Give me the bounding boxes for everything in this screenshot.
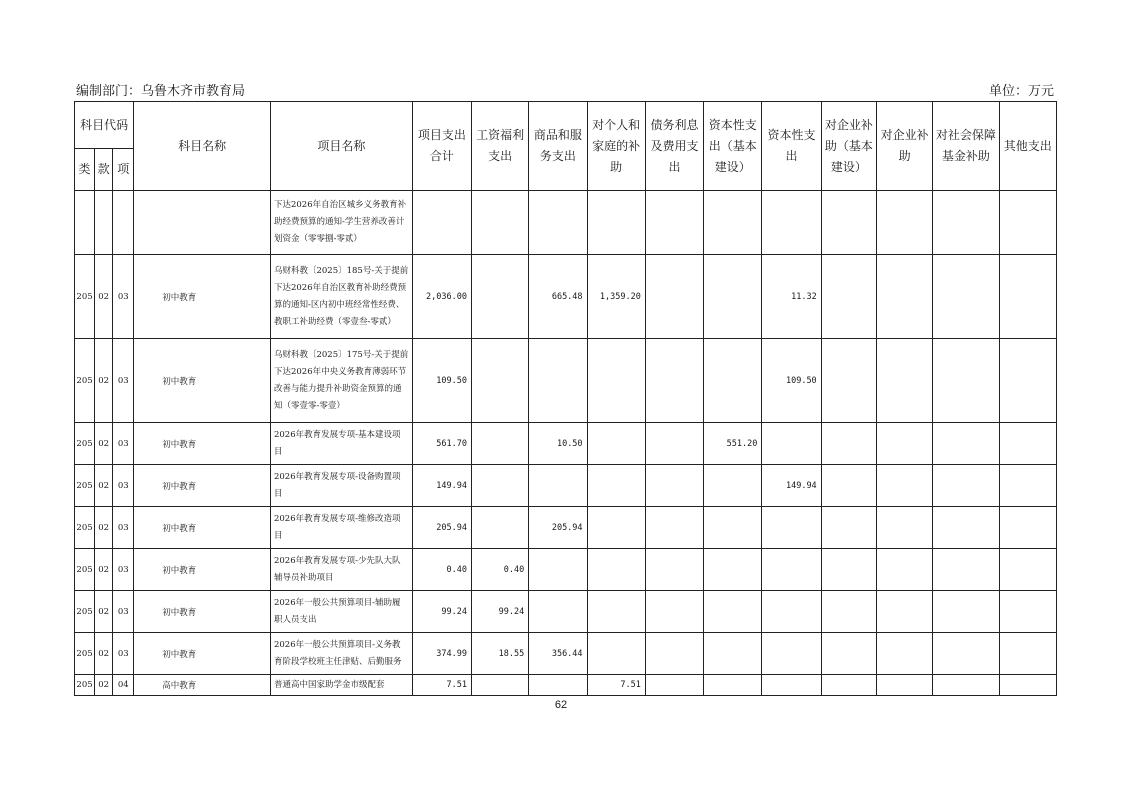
cell-goods: 356.44 <box>529 633 587 675</box>
cell-wages: 18.55 <box>471 633 528 675</box>
cell-capital-basic <box>704 549 762 591</box>
table-row <box>75 507 1057 549</box>
cell-goods: 10.50 <box>529 423 587 465</box>
cell-other <box>999 191 1056 255</box>
cell-enterprise <box>876 339 932 423</box>
cell-debt <box>645 507 703 549</box>
col-header-capital-basic: 资本性支出（基本建设） <box>704 102 762 191</box>
cell-project-name: 2026年教育发展专项-设备购置项目 <box>270 465 412 507</box>
cell-total <box>412 191 471 255</box>
cell-subject-name: 初中教育 <box>134 507 271 549</box>
cell-lei <box>75 191 95 255</box>
cell-enterprise <box>876 255 932 339</box>
cell-capital-basic <box>704 339 762 423</box>
cell-goods <box>529 591 587 633</box>
cell-enterprise-basic <box>821 423 876 465</box>
cell-personal <box>587 191 645 255</box>
cell-xiang: 03 <box>113 255 134 339</box>
cell-social <box>933 339 999 423</box>
cell-debt <box>645 465 703 507</box>
table-row <box>75 675 1057 696</box>
cell-total: 7.51 <box>412 675 471 696</box>
cell-total: 2,036.00 <box>412 255 471 339</box>
cell-other <box>999 507 1056 549</box>
cell-wages <box>471 507 528 549</box>
cell-enterprise-basic <box>821 675 876 696</box>
cell-lei: 205 <box>75 339 95 423</box>
cell-social <box>933 675 999 696</box>
cell-enterprise-basic <box>821 549 876 591</box>
cell-capital <box>762 549 821 591</box>
table-row <box>75 423 1057 465</box>
cell-xiang: 03 <box>113 339 134 423</box>
col-header-wages: 工资福利支出 <box>471 102 528 191</box>
cell-capital-basic: 551.20 <box>704 423 762 465</box>
budget-table <box>74 101 1057 696</box>
cell-subject-name: 初中教育 <box>134 339 271 423</box>
cell-enterprise-basic <box>821 255 876 339</box>
cell-other <box>999 549 1056 591</box>
cell-wages <box>471 191 528 255</box>
cell-capital: 149.94 <box>762 465 821 507</box>
cell-wages: 0.40 <box>471 549 528 591</box>
cell-xiang: 03 <box>113 465 134 507</box>
cell-subject-name: 初中教育 <box>134 255 271 339</box>
cell-subject-name: 初中教育 <box>134 465 271 507</box>
cell-personal <box>587 423 645 465</box>
cell-kuan: 02 <box>95 465 113 507</box>
cell-lei: 205 <box>75 633 95 675</box>
cell-total: 0.40 <box>412 549 471 591</box>
cell-wages <box>471 423 528 465</box>
cell-lei: 205 <box>75 465 95 507</box>
col-header-kuan: 款 <box>95 149 113 191</box>
cell-kuan: 02 <box>95 633 113 675</box>
cell-other <box>999 633 1056 675</box>
cell-capital: 11.32 <box>762 255 821 339</box>
cell-capital-basic <box>704 633 762 675</box>
cell-capital: 109.50 <box>762 339 821 423</box>
cell-capital-basic <box>704 465 762 507</box>
currency-unit: 单位：万元 <box>988 84 1054 99</box>
cell-enterprise <box>876 423 932 465</box>
cell-social <box>933 191 999 255</box>
cell-xiang: 03 <box>113 549 134 591</box>
cell-kuan: 02 <box>95 339 113 423</box>
cell-enterprise <box>876 191 932 255</box>
cell-lei: 205 <box>75 675 95 696</box>
cell-project-name: 2026年教育发展专项-维修改造项目 <box>270 507 412 549</box>
cell-social <box>933 507 999 549</box>
cell-capital-basic <box>704 255 762 339</box>
cell-kuan <box>95 191 113 255</box>
cell-debt <box>645 591 703 633</box>
cell-personal <box>587 549 645 591</box>
cell-goods: 665.48 <box>529 255 587 339</box>
cell-social <box>933 549 999 591</box>
cell-project-name: 乌财科教〔2025〕185号-关于提前下达2026年自治区教育补助经费预算的通知-区内初中班经常性经费、教职工补助经费（零壹叁-零贰） <box>270 255 412 339</box>
cell-subject-name: 初中教育 <box>134 549 271 591</box>
col-header-xiang: 项 <box>113 149 134 191</box>
cell-lei: 205 <box>75 423 95 465</box>
cell-enterprise <box>876 549 932 591</box>
cell-project-name: 下达2026年自治区城乡义务教育补助经费预算的通知-学生营养改善计划资金（零零捌-零贰） <box>270 191 412 255</box>
cell-total: 374.99 <box>412 633 471 675</box>
cell-kuan: 02 <box>95 591 113 633</box>
cell-xiang: 03 <box>113 633 134 675</box>
cell-subject-name: 高中教育 <box>134 675 271 696</box>
col-header-subject-name: 科目名称 <box>134 102 271 191</box>
cell-debt <box>645 549 703 591</box>
cell-capital <box>762 507 821 549</box>
cell-total: 149.94 <box>412 465 471 507</box>
cell-social <box>933 633 999 675</box>
cell-debt <box>645 255 703 339</box>
cell-other <box>999 591 1056 633</box>
cell-capital-basic <box>704 191 762 255</box>
cell-debt <box>645 633 703 675</box>
cell-enterprise-basic <box>821 465 876 507</box>
cell-project-name: 2026年教育发展专项-少先队大队辅导员补助项目 <box>270 549 412 591</box>
cell-kuan: 02 <box>95 507 113 549</box>
cell-project-name: 2026年教育发展专项-基本建设项目 <box>270 423 412 465</box>
cell-wages <box>471 675 528 696</box>
col-header-goods: 商品和服务支出 <box>529 102 587 191</box>
cell-project-name: 普通高中国家助学金市级配套 <box>270 675 412 696</box>
cell-subject-name <box>134 191 271 255</box>
cell-xiang: 04 <box>113 675 134 696</box>
col-header-other: 其他支出 <box>999 102 1056 191</box>
cell-wages <box>471 465 528 507</box>
cell-enterprise-basic <box>821 633 876 675</box>
cell-capital-basic <box>704 507 762 549</box>
cell-enterprise <box>876 591 932 633</box>
cell-personal <box>587 507 645 549</box>
cell-total: 109.50 <box>412 339 471 423</box>
col-header-lei: 类 <box>75 149 95 191</box>
cell-other <box>999 675 1056 696</box>
page-number: 62 <box>554 699 568 711</box>
cell-enterprise-basic <box>821 591 876 633</box>
cell-capital <box>762 191 821 255</box>
cell-goods <box>529 675 587 696</box>
col-header-total: 项目支出合计 <box>412 102 471 191</box>
cell-enterprise <box>876 507 932 549</box>
col-header-capital: 资本性支出 <box>762 102 821 191</box>
cell-total: 205.94 <box>412 507 471 549</box>
cell-goods: 205.94 <box>529 507 587 549</box>
col-header-project-name: 项目名称 <box>270 102 412 191</box>
table-row <box>75 339 1057 423</box>
table-row <box>75 255 1057 339</box>
cell-kuan: 02 <box>95 423 113 465</box>
table-row <box>75 191 1057 255</box>
cell-capital <box>762 633 821 675</box>
col-header-debt: 债务利息及费用支出 <box>645 102 703 191</box>
cell-other <box>999 255 1056 339</box>
cell-social <box>933 465 999 507</box>
cell-project-name: 2026年一般公共预算项目-义务教育阶段学校班主任津贴、后勤服务 <box>270 633 412 675</box>
cell-other <box>999 465 1056 507</box>
table-row <box>75 633 1057 675</box>
cell-enterprise-basic <box>821 339 876 423</box>
cell-subject-name: 初中教育 <box>134 633 271 675</box>
cell-personal <box>587 591 645 633</box>
cell-lei: 205 <box>75 507 95 549</box>
cell-enterprise-basic <box>821 507 876 549</box>
compiling-department: 编制部门：乌鲁木齐市教育局 <box>76 84 246 99</box>
cell-personal <box>587 339 645 423</box>
cell-enterprise <box>876 675 932 696</box>
cell-enterprise <box>876 465 932 507</box>
cell-debt <box>645 191 703 255</box>
cell-personal <box>587 465 645 507</box>
cell-personal <box>587 633 645 675</box>
cell-other <box>999 423 1056 465</box>
cell-wages <box>471 255 528 339</box>
cell-kuan: 02 <box>95 255 113 339</box>
cell-lei: 205 <box>75 255 95 339</box>
cell-lei: 205 <box>75 549 95 591</box>
col-header-personal: 对个人和家庭的补助 <box>587 102 645 191</box>
cell-social <box>933 591 999 633</box>
cell-project-name: 2026年一般公共预算项目-辅助履职人员支出 <box>270 591 412 633</box>
col-header-code-group: 科目代码 <box>75 102 134 149</box>
cell-goods <box>529 549 587 591</box>
cell-kuan: 02 <box>95 549 113 591</box>
col-header-enterprise-basic: 对企业补助（基本建设） <box>821 102 876 191</box>
cell-kuan: 02 <box>95 675 113 696</box>
cell-enterprise <box>876 633 932 675</box>
cell-capital <box>762 675 821 696</box>
cell-debt <box>645 339 703 423</box>
cell-goods <box>529 465 587 507</box>
cell-social <box>933 255 999 339</box>
cell-capital-basic <box>704 591 762 633</box>
cell-total: 99.24 <box>412 591 471 633</box>
cell-other <box>999 339 1056 423</box>
cell-subject-name: 初中教育 <box>134 591 271 633</box>
cell-capital <box>762 591 821 633</box>
cell-project-name: 乌财科教〔2025〕175号-关于提前下达2026年中央义务教育薄弱环节改善与能力提升补助资金预算的通知（零壹零-零壹） <box>270 339 412 423</box>
cell-social <box>933 423 999 465</box>
cell-debt <box>645 423 703 465</box>
table-row <box>75 549 1057 591</box>
cell-goods <box>529 191 587 255</box>
cell-xiang: 03 <box>113 507 134 549</box>
cell-total: 561.70 <box>412 423 471 465</box>
cell-xiang: 03 <box>113 591 134 633</box>
col-header-social: 对社会保障基金补助 <box>933 102 999 191</box>
cell-capital-basic <box>704 675 762 696</box>
cell-wages: 99.24 <box>471 591 528 633</box>
cell-wages <box>471 339 528 423</box>
table-row <box>75 465 1057 507</box>
cell-capital <box>762 423 821 465</box>
cell-lei: 205 <box>75 591 95 633</box>
cell-personal: 1,359.20 <box>587 255 645 339</box>
cell-xiang <box>113 191 134 255</box>
col-header-enterprise: 对企业补助 <box>876 102 932 191</box>
cell-goods <box>529 339 587 423</box>
cell-debt <box>645 675 703 696</box>
cell-xiang: 03 <box>113 423 134 465</box>
cell-subject-name: 初中教育 <box>134 423 271 465</box>
table-row <box>75 591 1057 633</box>
cell-enterprise-basic <box>821 191 876 255</box>
cell-personal: 7.51 <box>587 675 645 696</box>
